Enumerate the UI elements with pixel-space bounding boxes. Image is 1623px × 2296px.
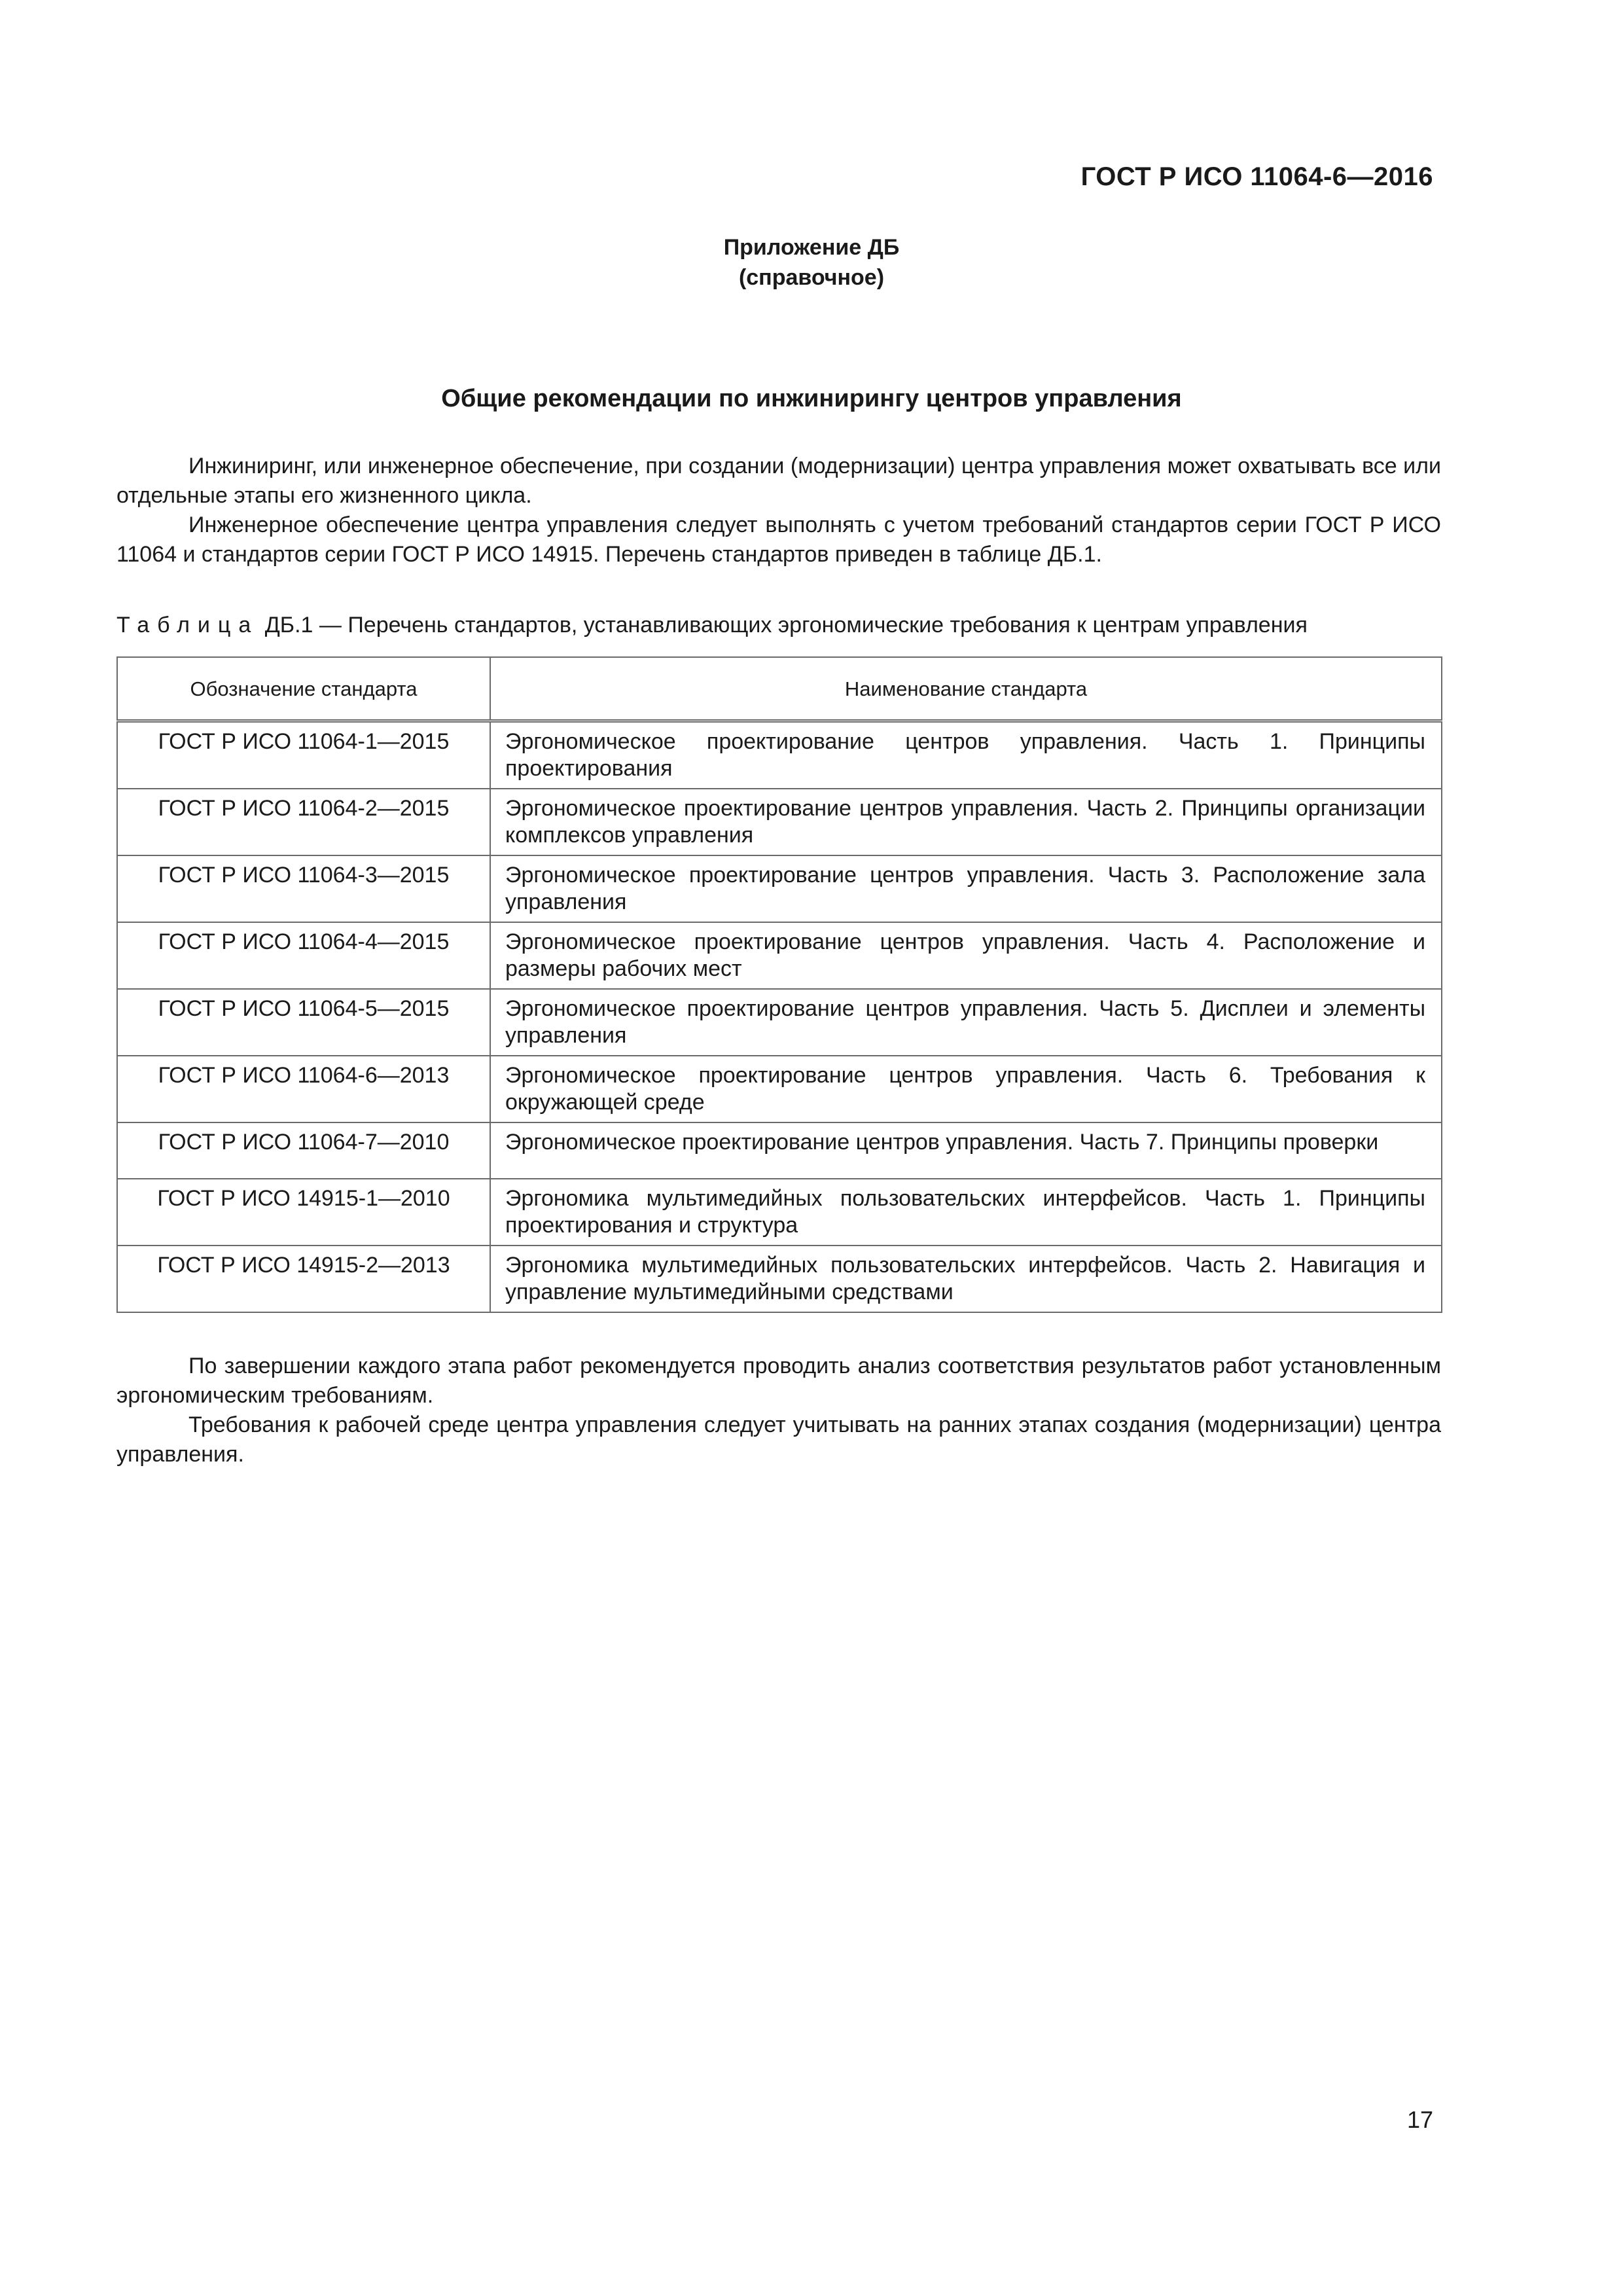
standard-code: ГОСТ Р ИСО 11064-4—2015: [117, 922, 490, 989]
standard-name: Эргономическое проектирование центров управления. Часть 3. Расположение зала управления: [490, 855, 1442, 922]
table-row: [117, 1246, 1442, 1312]
appendix-status: (справочное): [738, 265, 885, 290]
table-caption: [116, 611, 1452, 639]
table-row: [117, 922, 1442, 989]
standard-name: Эргономическое проектирование центров управления. Часть 4. Расположение и размеры рабочих мест: [490, 922, 1442, 989]
outro-text: [116, 1352, 1441, 1469]
standard-name: Эргономическое проектирование центров управления. Часть 6. Требования к окружающей среде: [490, 1056, 1442, 1122]
table-row: [117, 1056, 1442, 1122]
table-row: [117, 989, 1442, 1056]
paragraph: По завершении каждого этапа работ рекомендуется проводить анализ соответствия результатов работ установленным эргономическим требованиям.: [116, 1354, 1441, 1408]
table-row: [117, 1122, 1442, 1179]
standard-code: ГОСТ Р ИСО 11064-2—2015: [117, 789, 490, 855]
paragraph: Инжиниринг, или инженерное обеспечение, при создании (модернизации) центра управления может охватывать все или отдельные этапы его жизненного цикла.: [116, 454, 1441, 508]
table-row: [117, 721, 1442, 789]
appendix-title: Приложение ДБ: [723, 235, 900, 260]
standard-code: ГОСТ Р ИСО 14915-2—2013: [117, 1246, 490, 1312]
table-header-row: [117, 657, 1442, 721]
paragraph: Требования к рабочей среде центра управления следует учитывать на ранних этапах создания (модернизации) центра управления.: [116, 1412, 1441, 1467]
standard-code: ГОСТ Р ИСО 11064-6—2013: [117, 1056, 490, 1122]
section-title: Общие рекомендации по инжинирингу центров управления: [441, 385, 1182, 412]
table-caption-label: Таблица: [116, 613, 259, 637]
page-number: 17: [1406, 2106, 1433, 2133]
standard-name: Эргономическое проектирование центров управления. Часть 7. Принципы проверки: [490, 1122, 1442, 1179]
standard-code: ГОСТ Р ИСО 11064-5—2015: [117, 989, 490, 1056]
appendix-heading: [0, 232, 1623, 293]
standard-code: ГОСТ Р ИСО 11064-1—2015: [117, 721, 490, 789]
table-caption-text: ДБ.1 — Перечень стандартов, устанавливающих эргономические требования к центрам управления: [264, 613, 1308, 637]
paragraph: Инженерное обеспечение центра управления следует выполнять с учетом требований стандартов серии ГОСТ Р ИСО 11064 и стандартов серии ГОСТ Р ИСО 14915. Перечень стандартов приведен в таблице ДБ.1.: [116, 512, 1441, 567]
standards-table: [116, 656, 1442, 1313]
intro-text: [116, 452, 1441, 569]
standard-name: Эргономическое проектирование центров управления. Часть 2. Принципы организации комплексов управления: [490, 789, 1442, 855]
table-row: [117, 1179, 1442, 1246]
standard-code: ГОСТ Р ИСО 11064-3—2015: [117, 855, 490, 922]
standard-code: ГОСТ Р ИСО 11064-7—2010: [117, 1122, 490, 1179]
column-header-name: Наименование стандарта: [490, 657, 1442, 721]
standard-name: Эргономика мультимедийных пользовательских интерфейсов. Часть 2. Навигация и управление мультимедийными средствами: [490, 1246, 1442, 1312]
table-row: [117, 855, 1442, 922]
standard-code: ГОСТ Р ИСО 14915-1—2010: [117, 1179, 490, 1246]
standard-name: Эргономическое проектирование центров управления. Часть 5. Дисплеи и элементы управления: [490, 989, 1442, 1056]
column-header-code: Обозначение стандарта: [117, 657, 490, 721]
standard-name: Эргономика мультимедийных пользовательских интерфейсов. Часть 1. Принципы проектирования и структура: [490, 1179, 1442, 1246]
document-number: ГОСТ Р ИСО 11064-6—2016: [1080, 162, 1433, 191]
standard-name: Эргономическое проектирование центров управления. Часть 1. Принципы проектирования: [490, 721, 1442, 789]
table-row: [117, 789, 1442, 855]
